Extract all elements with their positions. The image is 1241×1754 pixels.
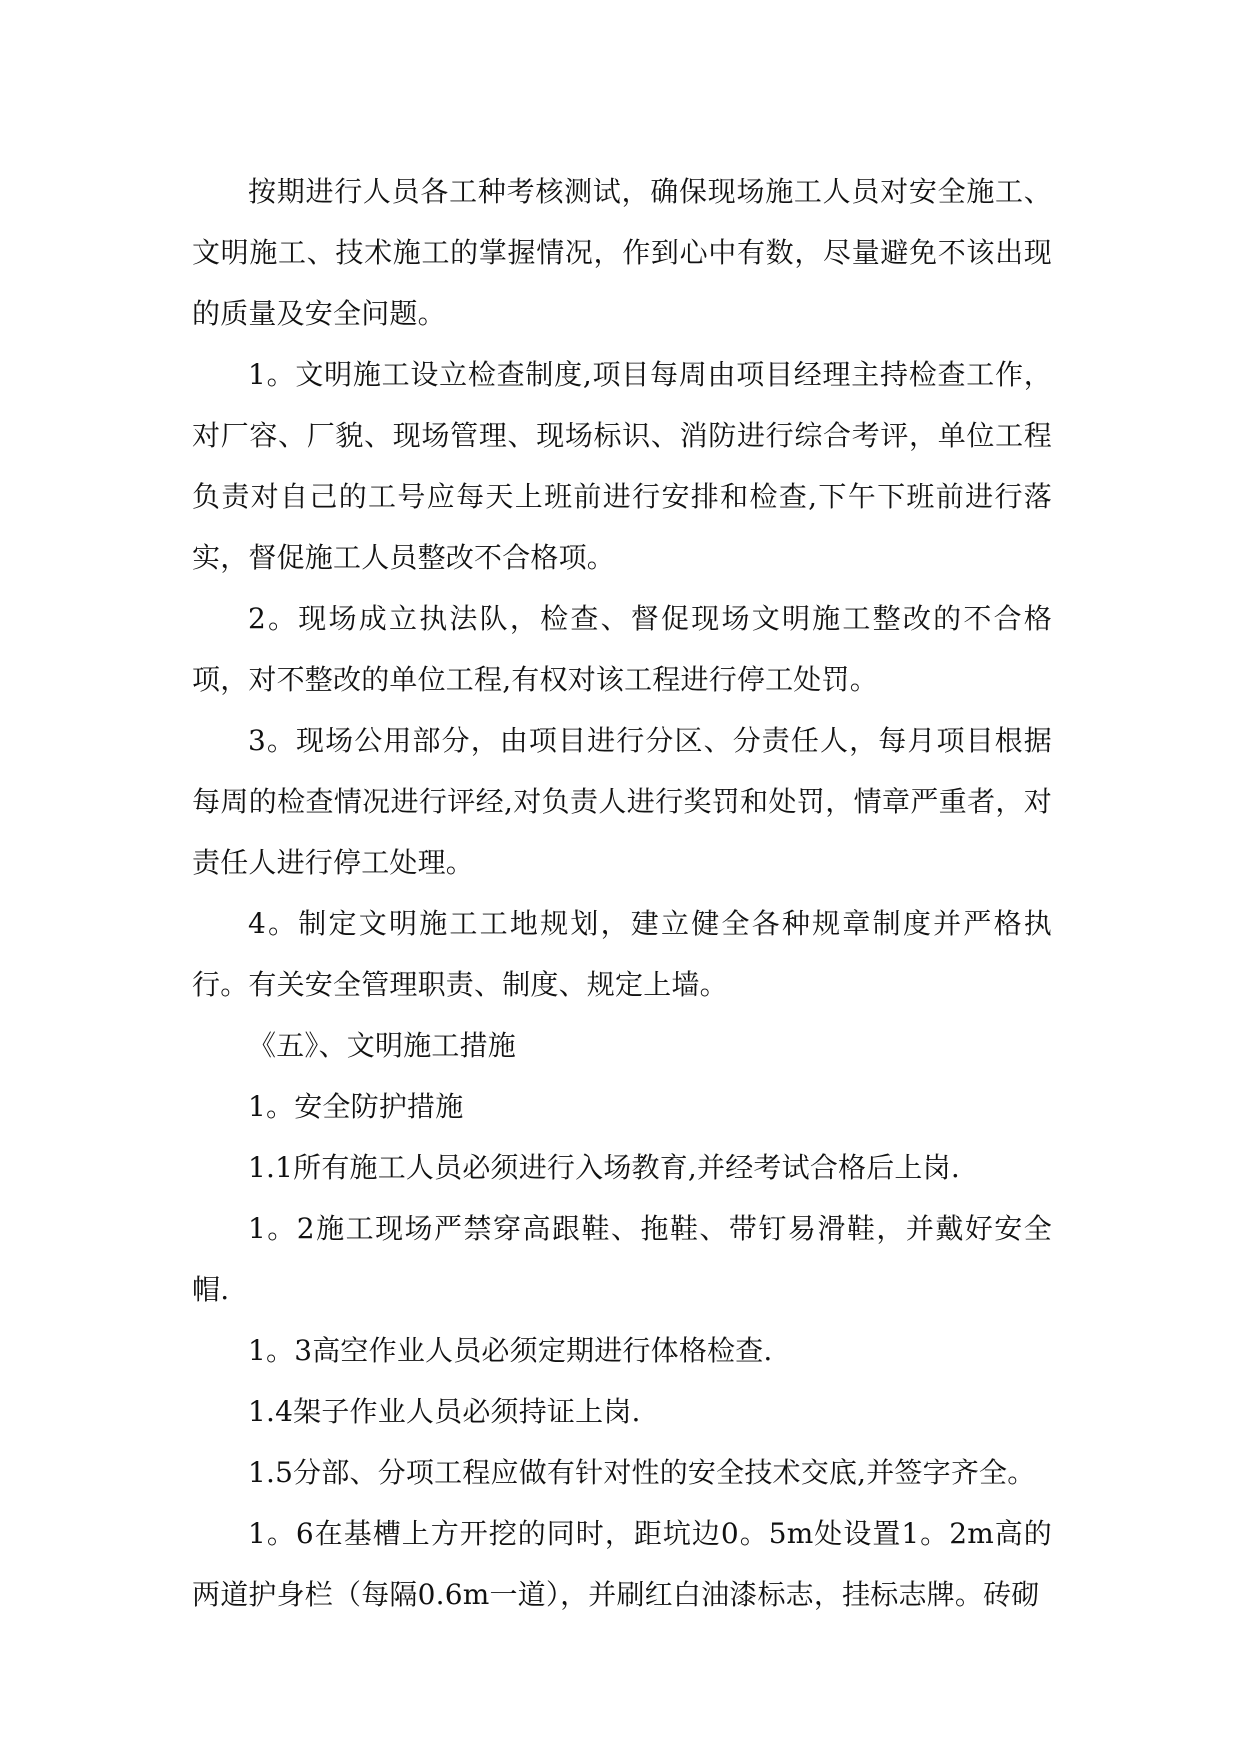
- paragraph-item-2: 2。现场成立执法队，检查、督促现场文明施工整改的不合格项，对不整改的单位工程,有权对该工程进行停工处罚。: [192, 602, 1052, 696]
- paragraph-item-1-1: 1.1所有施工人员必须进行入场教育,并经考试合格后上岗.: [248, 1151, 960, 1184]
- subsection-heading: 1。安全防护措施: [248, 1090, 464, 1123]
- paragraph-item-1-3: 1。3高空作业人员必须定期进行体格检查.: [248, 1334, 773, 1367]
- document-body: [192, 161, 1052, 1625]
- paragraph-item-1-2: 1。2施工现场严禁穿高跟鞋、拖鞋、带钉易滑鞋，并戴好安全帽.: [192, 1212, 1052, 1306]
- paragraph-item-4: 4。制定文明施工工地规划，建立健全各种规章制度并严格执行。有关安全管理职责、制度、规定上墙。: [192, 907, 1052, 1001]
- paragraph-item-3: 3。现场公用部分，由项目进行分区、分责任人，每月项目根据每周的检查情况进行评经,对负责人进行奖罚和处罚，情章严重者，对责任人进行停工处理。: [192, 724, 1052, 879]
- paragraph-item-1: 1。文明施工设立检查制度,项目每周由项目经理主持检查工作，对厂容、厂貌、现场管理、现场标识、消防进行综合考评，单位工程负责对自己的工号应每天上班前进行安排和检查,下午下班前进行落实，督促施工人员整改不合格项。: [192, 358, 1052, 574]
- paragraph-item-1-5: 1.5分部、分项工程应做有针对性的安全技术交底,并签字齐全。: [248, 1456, 1036, 1489]
- paragraph-intro: 按期进行人员各工种考核测试，确保现场施工人员对安全施工、文明施工、技术施工的掌握情况，作到心中有数，尽量避免不该出现的质量及安全问题。: [192, 175, 1052, 330]
- paragraph-item-1-4: 1.4架子作业人员必须持证上岗.: [248, 1395, 641, 1428]
- section-heading: 《五》、文明施工措施: [248, 1029, 517, 1062]
- paragraph-item-1-6: 1。6在基槽上方开挖的同时，距坑边0。5m处设置1。2m高的两道护身栏（每隔0.6m一道），并刷红白油漆标志，挂标志牌。砖砌: [192, 1517, 1052, 1611]
